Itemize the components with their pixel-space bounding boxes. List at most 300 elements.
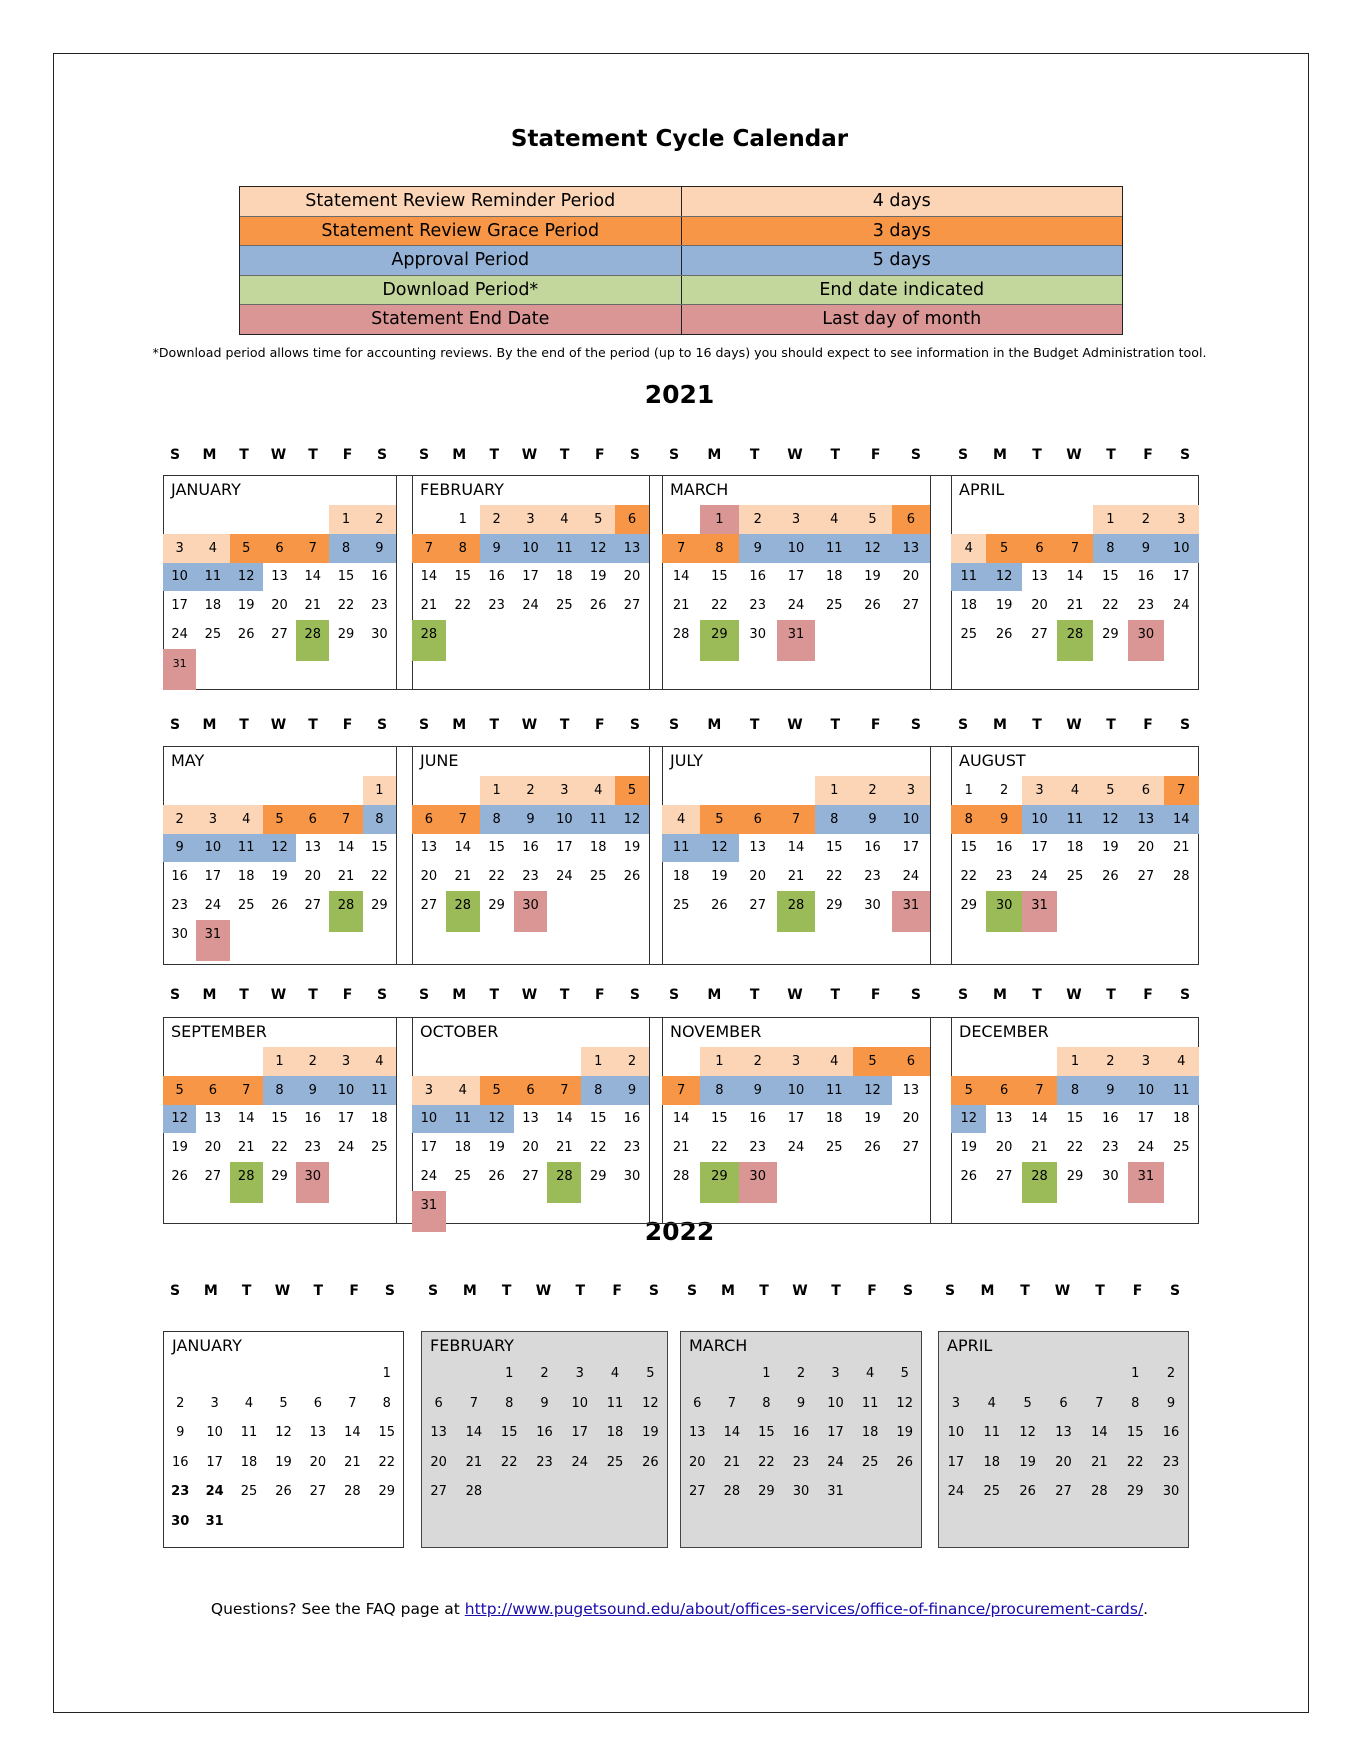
day-number: 7 <box>677 540 686 556</box>
day-number: 15 <box>826 840 843 856</box>
weekday-letter: S <box>384 1283 396 1299</box>
day-number: 17 <box>947 1454 965 1470</box>
day-number: 7 <box>469 1395 479 1411</box>
day-number: 10 <box>420 1111 438 1127</box>
day-number: 2 <box>999 782 1009 798</box>
day-number: 27 <box>1031 627 1048 643</box>
weekday-letter: T <box>501 1283 512 1299</box>
day-number: 24 <box>787 598 805 614</box>
weekday-letter: S <box>1179 717 1191 733</box>
day-number: 8 <box>275 1082 284 1098</box>
day-number: 21 <box>344 1454 361 1470</box>
weekday-letter: F <box>1132 1283 1143 1299</box>
day-number: 19 <box>275 1454 292 1470</box>
weekday-letter: F <box>594 447 605 463</box>
day-number: 21 <box>1173 840 1190 856</box>
day-number: 9 <box>796 1395 806 1411</box>
day-number: 24 <box>1173 598 1190 614</box>
legend-label: Download Period* <box>382 279 539 300</box>
weekday-header <box>414 717 645 733</box>
day-number: 28 <box>454 898 472 914</box>
day-number: 11 <box>371 1082 388 1098</box>
day-number: 26 <box>275 1484 292 1500</box>
day-number: 10 <box>787 1082 805 1098</box>
day-number: 28 <box>465 1484 483 1500</box>
day-number: 19 <box>896 1425 913 1441</box>
day-number: 18 <box>454 1140 472 1156</box>
day-number: 30 <box>995 898 1013 914</box>
day-number: 10 <box>827 1395 844 1411</box>
day-number: 14 <box>1173 811 1190 827</box>
day-number: 16 <box>488 569 505 585</box>
day-number: 12 <box>896 1395 913 1411</box>
day-number: 6 <box>999 1082 1009 1098</box>
year-2021-heading: 2021 <box>644 380 715 409</box>
day-number: 20 <box>1031 598 1048 614</box>
day-number: 15 <box>1066 1111 1084 1127</box>
day-number: 8 <box>458 540 467 556</box>
day-number: 7 <box>1035 1082 1044 1098</box>
weekday-letter: S <box>957 987 969 1003</box>
day-number: 7 <box>677 1082 686 1098</box>
day-number: 5 <box>242 540 251 556</box>
day-number: 18 <box>589 840 607 856</box>
day-number: 19 <box>488 1140 505 1156</box>
legend-row <box>240 275 1122 305</box>
day-number: 18 <box>1066 840 1084 856</box>
day-number: 20 <box>902 569 920 585</box>
month-divider <box>649 746 650 965</box>
day-number: 6 <box>424 811 434 827</box>
day-number: 3 <box>526 511 535 527</box>
weekday-letter: S <box>376 447 388 463</box>
day-number: 30 <box>1137 627 1155 643</box>
day-number: 29 <box>758 1484 775 1500</box>
weekday-letter: M <box>452 987 467 1003</box>
day-number: 22 <box>1066 1140 1084 1156</box>
day-number: 5 <box>275 811 284 827</box>
weekday-letter: F <box>870 987 881 1003</box>
day-number: 20 <box>623 569 641 585</box>
day-number: 29 <box>589 1169 607 1185</box>
day-number: 18 <box>960 598 977 614</box>
day-number: 5 <box>1106 782 1115 798</box>
day-number: 7 <box>341 811 351 827</box>
day-number: 15 <box>758 1425 775 1441</box>
day-number: 28 <box>1173 869 1190 885</box>
day-number: 11 <box>240 1425 258 1441</box>
day-number: 16 <box>995 840 1013 856</box>
day-number: 5 <box>715 811 724 827</box>
day-number: 14 <box>237 1111 255 1127</box>
legend-row <box>240 216 1122 246</box>
day-number: 4 <box>677 811 686 827</box>
weekday-letter: T <box>489 717 500 733</box>
weekday-letter: W <box>535 1283 552 1299</box>
day-number: 9 <box>1166 1395 1176 1411</box>
day-number: 23 <box>1137 598 1155 614</box>
day-number: 6 <box>313 1395 323 1411</box>
day-number: 12 <box>864 540 881 556</box>
weekday-letter: T <box>1106 717 1116 733</box>
weekday-header <box>664 987 926 1003</box>
day-number: 15 <box>711 569 728 585</box>
day-number: 20 <box>749 869 766 885</box>
weekday-letter: F <box>870 447 881 463</box>
weekday-header <box>664 717 926 733</box>
legend-label: Approval Period <box>391 250 530 271</box>
weekday-letter: S <box>169 987 181 1003</box>
day-number: 15 <box>711 1111 728 1127</box>
day-number: 20 <box>689 1454 706 1470</box>
weekday-letter: F <box>349 1283 359 1299</box>
day-number: 3 <box>1141 1053 1150 1069</box>
day-number: 7 <box>308 540 317 556</box>
day-number: 16 <box>522 840 539 856</box>
weekday-letter: W <box>787 447 803 463</box>
day-number: 8 <box>505 1395 514 1411</box>
day-number: 17 <box>337 1111 355 1127</box>
day-number: 1 <box>382 1366 391 1382</box>
day-number: 10 <box>556 811 573 827</box>
day-number: 19 <box>711 869 728 885</box>
month-divider <box>649 1017 650 1224</box>
day-number: 2 <box>175 811 184 827</box>
day-number: 30 <box>749 627 766 643</box>
day-number: 10 <box>204 840 222 856</box>
day-number: 29 <box>826 898 843 914</box>
legend-value: 4 days <box>681 187 1123 216</box>
day-number: 6 <box>906 1053 915 1069</box>
faq-suffix: . <box>1143 1600 1149 1618</box>
day-number: 25 <box>861 1454 879 1470</box>
day-number: 7 <box>424 540 434 556</box>
weekday-letter: S <box>910 717 922 733</box>
day-number: 18 <box>983 1454 1001 1470</box>
weekday-letter: S <box>1179 987 1191 1003</box>
day-number: 3 <box>575 1366 584 1382</box>
day-number: 28 <box>237 1169 255 1185</box>
day-number: 21 <box>672 1140 690 1156</box>
legend-value: End date indicated <box>681 276 1123 305</box>
day-number: 1 <box>505 1366 514 1382</box>
day-number: 27 <box>689 1484 706 1500</box>
day-number: 13 <box>430 1425 447 1441</box>
day-number: 10 <box>947 1425 965 1441</box>
day-number: 15 <box>378 1425 396 1441</box>
day-number: 17 <box>556 840 573 856</box>
day-number: 20 <box>902 1111 920 1127</box>
day-number: 2 <box>1141 511 1150 527</box>
day-number: 27 <box>420 898 438 914</box>
day-number: 23 <box>1162 1454 1180 1470</box>
day-number: 8 <box>830 811 839 827</box>
weekday-header <box>165 987 392 1003</box>
weekday-letter: T <box>1106 987 1116 1003</box>
day-number: 7 <box>1177 782 1186 798</box>
day-number: 18 <box>371 1111 388 1127</box>
day-number: 2 <box>627 1053 637 1069</box>
day-number: 6 <box>208 1082 218 1098</box>
day-number: 13 <box>309 1425 327 1441</box>
day-number: 12 <box>995 569 1013 585</box>
day-number: 22 <box>488 869 505 885</box>
day-number: 21 <box>1091 1454 1108 1470</box>
day-number: 14 <box>787 840 805 856</box>
weekday-header <box>953 447 1195 463</box>
day-number: 1 <box>715 511 724 527</box>
day-number: 17 <box>902 840 920 856</box>
day-number: 10 <box>1173 540 1190 556</box>
faq-link[interactable]: http://www.pugetsound.edu/about/offices-services/office-of-finance/procurement-cards/ <box>464 1600 1144 1618</box>
day-number: 2 <box>868 782 877 798</box>
day-number: 7 <box>727 1395 736 1411</box>
day-number: 5 <box>1023 1395 1032 1411</box>
day-number: 7 <box>1095 1395 1104 1411</box>
day-number: 15 <box>488 840 505 856</box>
day-number: 31 <box>204 926 222 942</box>
weekday-letter: W <box>270 717 287 733</box>
day-number: 27 <box>995 1169 1013 1185</box>
weekday-letter: F <box>870 717 881 733</box>
day-number: 14 <box>465 1425 483 1441</box>
day-number: 28 <box>672 627 690 643</box>
day-number: 27 <box>1137 869 1155 885</box>
day-number: 13 <box>749 840 766 856</box>
day-number: 18 <box>861 1425 879 1441</box>
day-number: 3 <box>831 1366 840 1382</box>
day-number: 8 <box>1106 540 1115 556</box>
month-name: JANUARY <box>171 480 241 499</box>
day-number: 5 <box>646 1366 655 1382</box>
day-number: 23 <box>171 898 188 914</box>
day-number: 18 <box>240 1454 258 1470</box>
day-number: 7 <box>348 1395 357 1411</box>
day-number: 1 <box>830 782 839 798</box>
weekday-letter: M <box>202 717 217 733</box>
weekday-letter: T <box>1106 447 1116 463</box>
day-number: 4 <box>987 1395 996 1411</box>
day-number: 20 <box>271 598 288 614</box>
day-number: 5 <box>492 1082 501 1098</box>
day-number: 14 <box>337 840 355 856</box>
weekday-letter: T <box>749 447 760 463</box>
day-number: 2 <box>753 511 762 527</box>
day-number: 28 <box>420 627 438 643</box>
day-number: 24 <box>556 869 573 885</box>
day-number: 30 <box>522 898 539 914</box>
day-number: 17 <box>522 569 539 585</box>
day-number: 13 <box>995 1111 1013 1127</box>
weekday-letter: W <box>787 717 803 733</box>
day-number: 27 <box>902 598 920 614</box>
day-number: 10 <box>206 1425 223 1441</box>
legend-label: Statement Review Grace Period <box>321 220 600 241</box>
day-number: 15 <box>1126 1425 1144 1441</box>
weekday-letter: M <box>203 1283 218 1299</box>
day-number: 4 <box>244 1395 254 1411</box>
day-number: 10 <box>902 811 920 827</box>
day-number: 22 <box>500 1454 518 1470</box>
weekday-letter: T <box>313 1283 324 1299</box>
day-number: 7 <box>791 811 801 827</box>
weekday-letter: S <box>629 987 640 1003</box>
day-number: 28 <box>787 898 805 914</box>
day-number: 18 <box>556 569 573 585</box>
weekday-letter: T <box>308 717 318 733</box>
weekday-letter: T <box>831 1283 841 1299</box>
day-number: 14 <box>420 569 438 585</box>
day-number: 22 <box>960 869 977 885</box>
legend-row <box>240 245 1122 275</box>
legend-table <box>239 186 1123 335</box>
day-number: 8 <box>341 540 351 556</box>
weekday-letter: S <box>169 447 181 463</box>
day-number: 14 <box>344 1425 361 1441</box>
day-number: 11 <box>826 1082 843 1098</box>
day-number: 5 <box>868 1053 877 1069</box>
day-number: 28 <box>1031 1169 1048 1185</box>
weekday-letter: M <box>202 447 217 463</box>
day-number: 15 <box>271 1111 288 1127</box>
day-number: 11 <box>556 540 573 556</box>
weekday-letter: S <box>376 987 388 1003</box>
weekday-letter: F <box>1143 987 1153 1003</box>
day-number: 30 <box>371 627 388 643</box>
day-number: 13 <box>271 569 288 585</box>
day-number: 17 <box>171 598 188 614</box>
day-number: 1 <box>1070 1053 1080 1069</box>
day-number: 22 <box>271 1140 288 1156</box>
day-number: 1 <box>1131 1366 1140 1382</box>
day-number: 13 <box>902 540 920 556</box>
day-number: 21 <box>304 598 322 614</box>
weekday-letter: S <box>629 447 640 463</box>
day-number: 16 <box>304 1111 322 1127</box>
day-number: 30 <box>792 1484 810 1500</box>
day-number: 12 <box>171 1111 188 1127</box>
day-number: 29 <box>337 627 355 643</box>
day-number: 9 <box>175 840 184 856</box>
weekday-letter: W <box>1054 1283 1071 1299</box>
day-number: 19 <box>1102 840 1119 856</box>
weekday-letter: W <box>1066 987 1082 1003</box>
weekday-letter: F <box>342 987 353 1003</box>
day-number: 8 <box>1131 1395 1140 1411</box>
day-number: 12 <box>237 569 255 585</box>
day-number: 2 <box>1106 1053 1115 1069</box>
day-number: 24 <box>420 1169 438 1185</box>
day-number: 20 <box>430 1454 447 1470</box>
day-number: 22 <box>378 1454 396 1470</box>
day-number: 7 <box>560 1082 569 1098</box>
day-number: 3 <box>341 1053 351 1069</box>
day-number: 1 <box>715 1053 724 1069</box>
weekday-letter: T <box>830 717 841 733</box>
weekday-letter: T <box>830 447 841 463</box>
day-number: 26 <box>995 627 1013 643</box>
day-number: 31 <box>1137 1169 1155 1185</box>
day-number: 6 <box>1035 540 1044 556</box>
day-number: 3 <box>424 1082 434 1098</box>
weekday-letter: T <box>239 717 249 733</box>
day-number: 20 <box>995 1140 1013 1156</box>
day-number: 6 <box>906 511 915 527</box>
weekday-letter: T <box>830 987 841 1003</box>
weekday-letter: S <box>668 987 680 1003</box>
day-number: 12 <box>1102 811 1119 827</box>
day-number: 24 <box>171 627 188 643</box>
day-number: 16 <box>1137 569 1155 585</box>
weekday-letter: T <box>749 717 760 733</box>
day-number: 13 <box>420 840 438 856</box>
day-number: 27 <box>522 1169 539 1185</box>
weekday-letter: W <box>787 987 803 1003</box>
day-number: 24 <box>947 1484 965 1500</box>
day-number: 26 <box>1019 1484 1036 1500</box>
day-number: 6 <box>693 1395 702 1411</box>
day-number: 25 <box>204 627 222 643</box>
day-number: 9 <box>753 1082 762 1098</box>
weekday-letter: F <box>594 987 605 1003</box>
day-number: 16 <box>749 569 766 585</box>
day-number: 24 <box>1031 869 1048 885</box>
day-number: 27 <box>204 1169 222 1185</box>
month-divider <box>396 746 397 965</box>
day-number: 26 <box>589 598 607 614</box>
day-number: 12 <box>271 840 288 856</box>
day-number: 26 <box>271 898 288 914</box>
month-divider <box>930 1017 931 1224</box>
weekday-letter: W <box>521 447 538 463</box>
day-number: 29 <box>1066 1169 1084 1185</box>
day-number: 27 <box>309 1484 327 1500</box>
weekday-header <box>423 1283 664 1299</box>
day-number: 16 <box>536 1425 553 1441</box>
weekday-letter: M <box>707 447 722 463</box>
day-number: 26 <box>864 1140 881 1156</box>
day-number: 23 <box>623 1140 641 1156</box>
weekday-letter: T <box>559 717 570 733</box>
day-number: 2 <box>492 511 501 527</box>
day-number: 29 <box>488 898 505 914</box>
day-number: 3 <box>1035 782 1044 798</box>
day-number: 19 <box>623 840 641 856</box>
month-name: JUNE <box>420 751 459 770</box>
month-name: NOVEMBER <box>670 1022 762 1041</box>
day-number: 1 <box>594 1053 603 1069</box>
day-number: 8 <box>1070 1082 1080 1098</box>
day-number: 25 <box>983 1484 1001 1500</box>
day-number: 14 <box>304 569 322 585</box>
day-number: 16 <box>623 1111 641 1127</box>
weekday-letter: T <box>559 987 570 1003</box>
month-divider <box>649 475 650 690</box>
day-number: 16 <box>1162 1425 1180 1441</box>
weekday-letter: T <box>575 1283 586 1299</box>
day-number: 9 <box>308 1082 317 1098</box>
weekday-letter: W <box>792 1283 808 1299</box>
day-number: 9 <box>540 1395 549 1411</box>
weekday-header <box>940 1283 1185 1299</box>
day-number: 31 <box>205 1513 224 1529</box>
day-number: 5 <box>999 540 1009 556</box>
legend-label: Statement Review Reminder Period <box>305 191 616 211</box>
day-number: 9 <box>176 1425 185 1441</box>
day-number: 4 <box>458 1082 467 1098</box>
day-number: 22 <box>711 1140 728 1156</box>
day-number: 26 <box>711 898 728 914</box>
